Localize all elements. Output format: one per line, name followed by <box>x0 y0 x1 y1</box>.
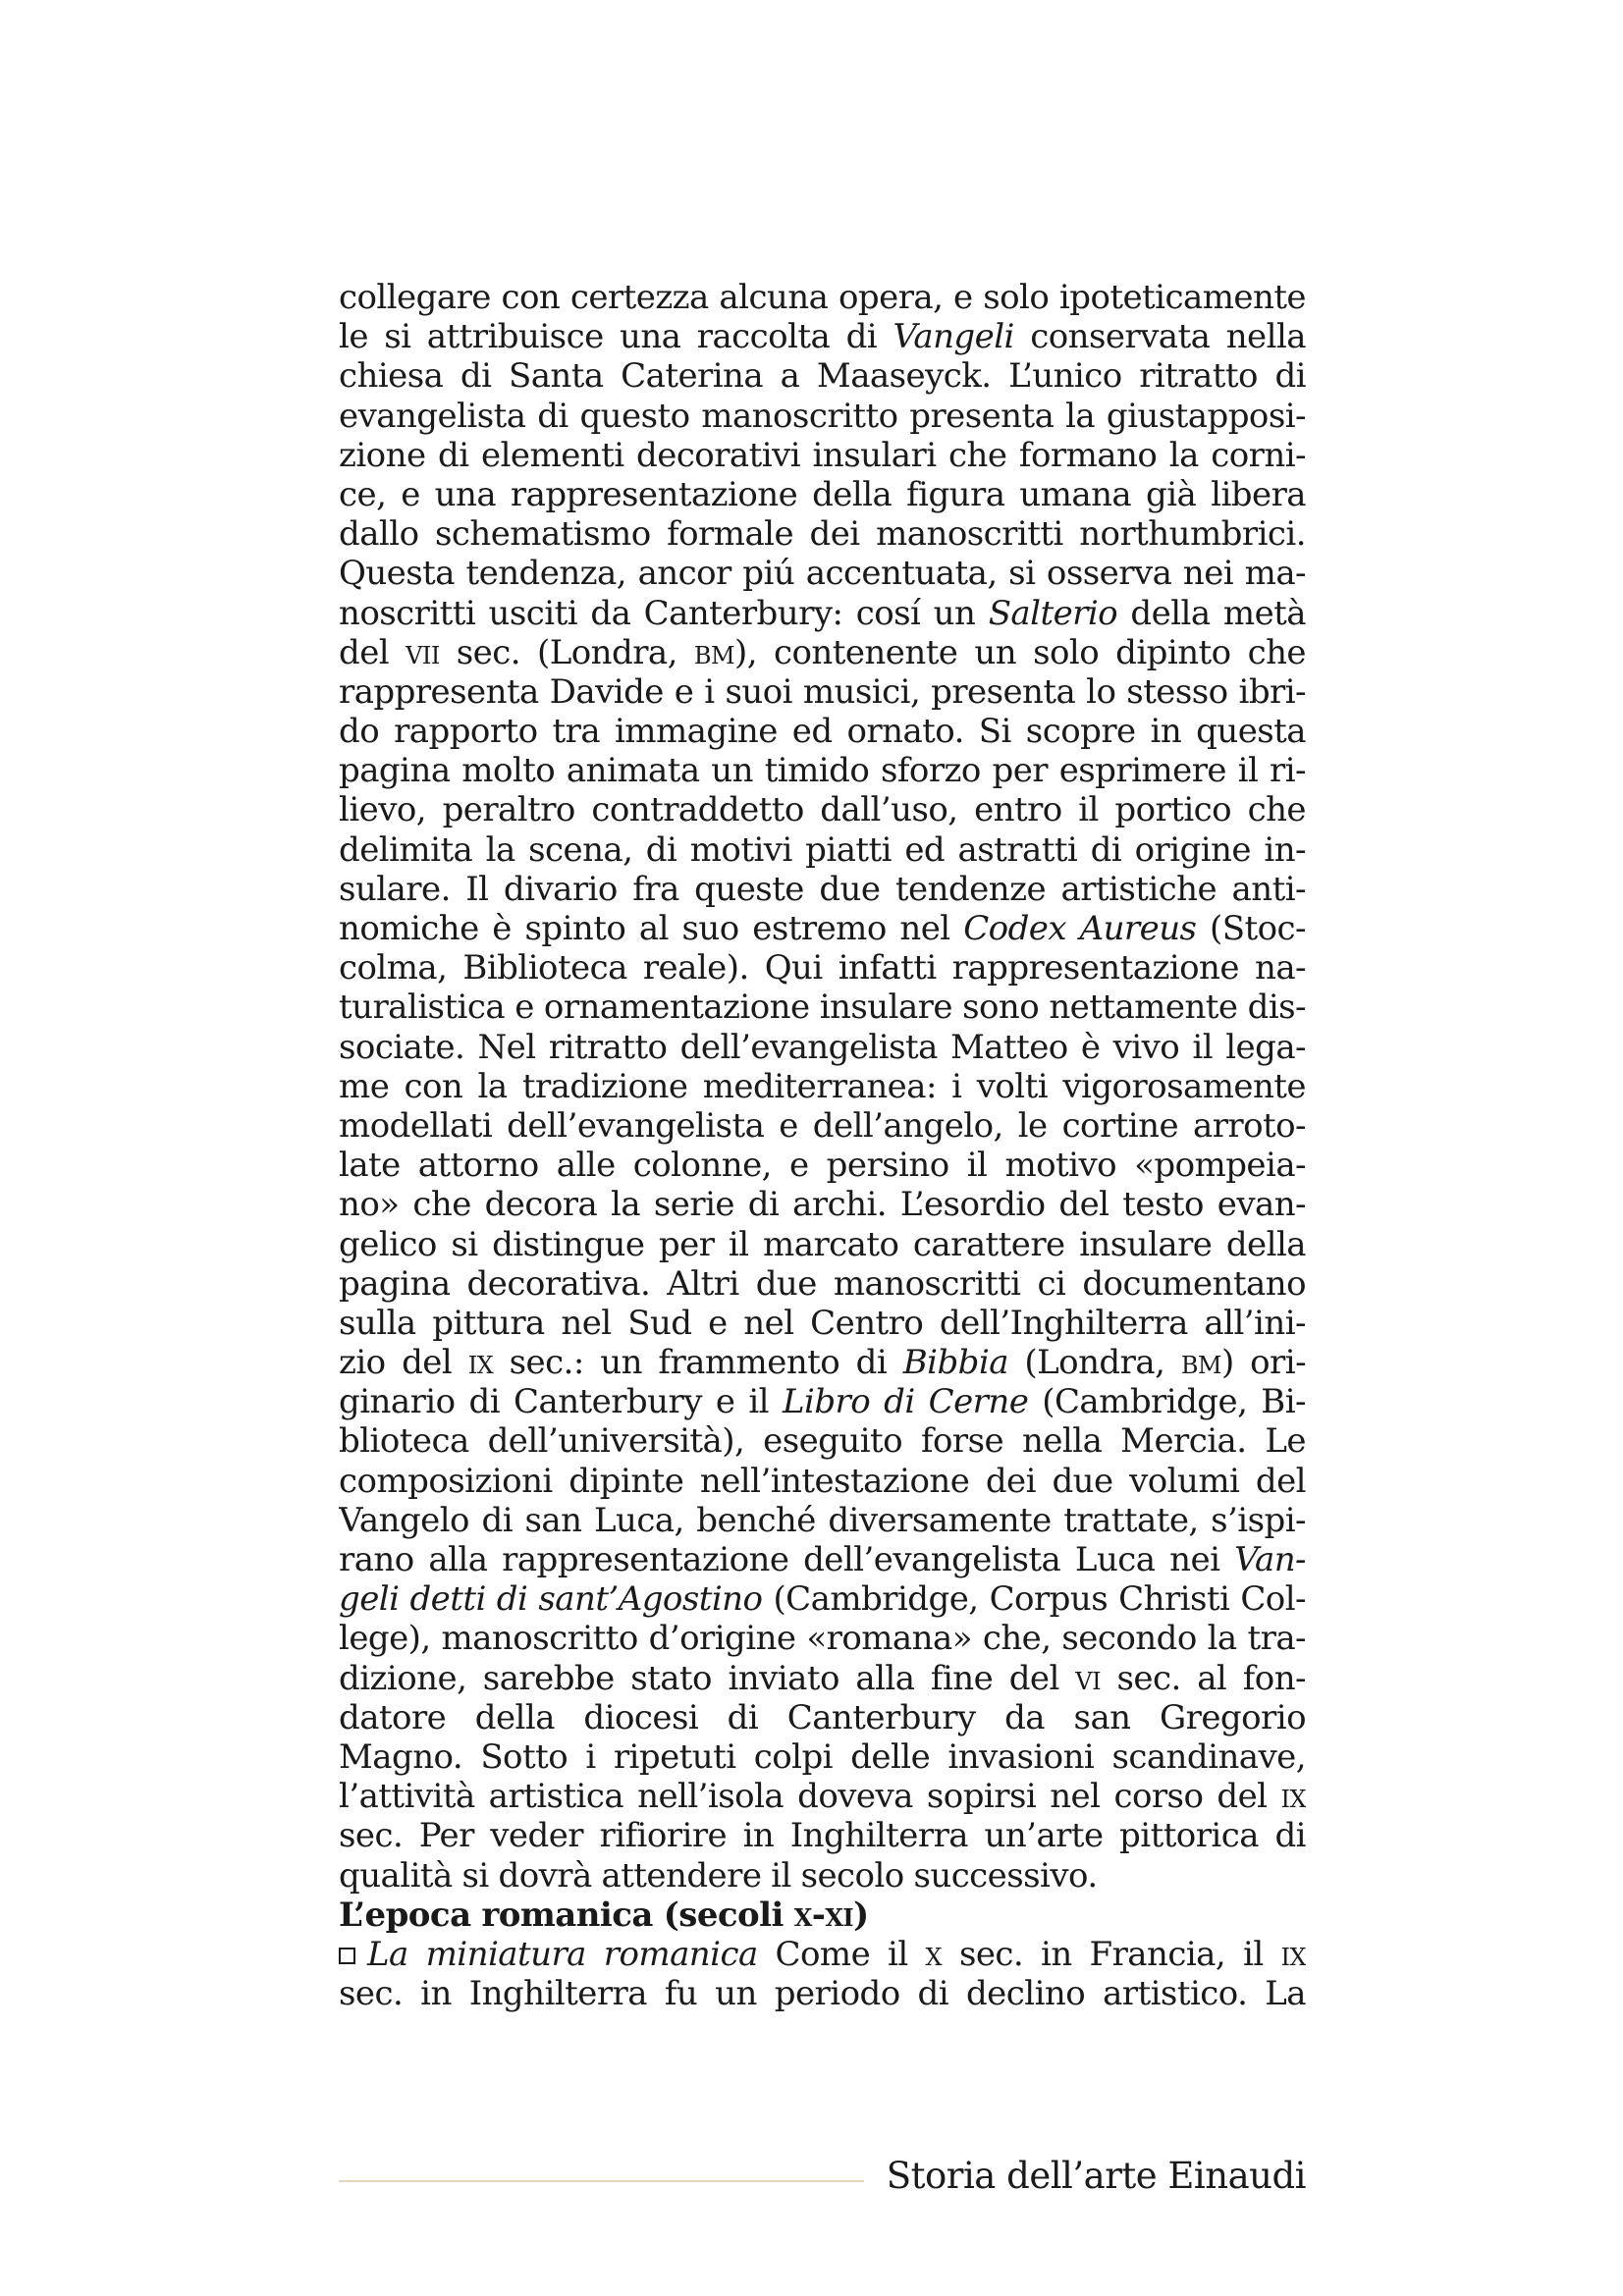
text-line <box>339 1264 1306 1304</box>
text-line <box>339 1698 1306 1737</box>
text-run: dizione, sarebbe stato inviato alla fine del <box>339 1658 1076 1698</box>
text-run: L’epoca romanica (secoli <box>339 1895 794 1935</box>
text-run: Magno. Sotto i ripetuti colpi delle invasioni scandinave, <box>339 1736 1306 1777</box>
text-run: Van- <box>1234 1540 1306 1579</box>
text-run: no» che decora la serie di archi. L’esordio del testo evan- <box>339 1185 1306 1225</box>
text-line <box>339 988 1306 1027</box>
text-run: turalistica e ornamentazione insulare sono nettamente dis- <box>339 988 1306 1028</box>
text-run: noscritti usciti da Canterbury: cosí un <box>339 593 989 633</box>
text-run: vii <box>406 632 440 672</box>
text-run: ginario di Canterbury e il <box>339 1382 783 1422</box>
text-line <box>339 1343 1306 1382</box>
text-run: evangelista di questo manoscritto presenta la giustapposi- <box>339 396 1306 436</box>
text-run: Codex Aureus <box>963 909 1197 948</box>
text-line <box>339 870 1306 909</box>
text-run: sec. Per veder rifiorire in Inghilterra un’arte pittorica di <box>339 1816 1306 1856</box>
text-run: nomiche è spinto al suo estremo nel <box>339 909 964 948</box>
text-run: lege), manoscritto d’origine «romana» che, secondo la tra- <box>339 1619 1306 1659</box>
square-bullet-icon <box>339 1948 355 1964</box>
text-line <box>339 830 1306 870</box>
page-footer <box>339 2155 1306 2214</box>
text-line <box>339 1146 1306 1185</box>
text-line <box>339 436 1306 475</box>
text-run: chiesa di Santa Caterina a Maaseyck. L’unico ritratto di <box>339 356 1306 397</box>
text-line <box>339 633 1306 672</box>
text-line <box>339 1777 1306 1816</box>
text-line <box>339 278 1306 317</box>
text-run: do rapporto tra immagine ed ornato. Si scopre in questa <box>339 712 1306 752</box>
text-run: sec. (Londra, <box>439 632 694 672</box>
text-line <box>339 317 1306 356</box>
text-run: zione di elementi decorativi insulari che formano la corni- <box>339 435 1306 475</box>
text-line <box>339 514 1306 554</box>
text-run: colma, Biblioteca reale). Qui infatti rappresentazione na- <box>339 948 1306 988</box>
text-line <box>339 1856 1306 1896</box>
text-run: conservata nella <box>1013 317 1306 357</box>
text-run: zio del <box>339 1343 468 1383</box>
text-line <box>339 1225 1306 1264</box>
text-run: lievo, peraltro contraddetto dall’uso, entro il portico che <box>339 790 1306 830</box>
text-run: Salterio <box>988 593 1118 633</box>
text-line <box>339 1421 1306 1461</box>
text-run: sec. in Inghilterra fu un periodo di declino artistico. La <box>339 1974 1306 2014</box>
text-run: Vangelo di san Luca, benché diversamente trattate, s’ispi- <box>339 1500 1306 1540</box>
text-run: sec. in Francia, il <box>942 1934 1281 1974</box>
text-run: geli detti di sant’Agostino <box>339 1579 763 1620</box>
text-line <box>339 751 1306 790</box>
text-run: sulla pittura nel Sud e nel Centro dell’Inghilterra all’ini- <box>339 1303 1306 1343</box>
text-run: ce, e una rappresentazione della figura umana già libera <box>339 474 1306 514</box>
text-line <box>339 1067 1306 1106</box>
text-line <box>339 1106 1306 1146</box>
text-run: pagina decorativa. Altri due manoscritti ci documentano <box>339 1263 1306 1304</box>
text-run: composizioni dipinte nell’intestazione dei due volumi del <box>339 1461 1306 1501</box>
text-line <box>339 554 1306 593</box>
text-line <box>339 672 1306 712</box>
text-run: datore della diocesi di Canterbury da san Gregorio <box>339 1697 1306 1737</box>
text-run: le si attribuisce una raccolta di <box>339 317 893 357</box>
text-line <box>339 1619 1306 1658</box>
text-run: ix <box>467 1343 494 1383</box>
text-run: del <box>339 632 406 672</box>
text-line <box>339 594 1306 633</box>
footer-title: Storia dell’arte Einaudi <box>886 2155 1306 2197</box>
text-run: (Cambridge, Corpus Christi Col- <box>762 1579 1306 1620</box>
text-run: Bibbia <box>902 1343 1008 1383</box>
text-run: dallo schematismo formale dei manoscritti northumbrici. <box>339 514 1306 555</box>
text-run: sulare. Il divario fra queste due tendenze artistiche anti- <box>339 869 1306 909</box>
text-run: collegare con certezza alcuna opera, e solo ipoteticamente <box>339 278 1306 317</box>
text-run: rano alla rappresentazione dell’evangelista Luca nei <box>339 1540 1235 1579</box>
text-line <box>339 1816 1306 1855</box>
text-run: qualità si dovrà attendere il secolo successivo. <box>339 1855 1098 1896</box>
text-run: vi <box>1075 1658 1102 1698</box>
text-line <box>339 712 1306 751</box>
text-line <box>339 397 1306 436</box>
text-run: l’attività artistica nell’isola doveva sopirsi nel corso del <box>339 1777 1281 1817</box>
text-line <box>339 475 1306 514</box>
text-run: ) ori- <box>1220 1343 1306 1383</box>
text-line <box>339 356 1306 396</box>
text-run: pagina molto animata un timido sforzo per esprimere il ri- <box>339 751 1306 791</box>
text-line <box>339 1579 1306 1619</box>
section-heading <box>339 1896 1306 1935</box>
text-line <box>339 790 1306 829</box>
text-line <box>339 1462 1306 1501</box>
text-run: (Londra, <box>1007 1343 1181 1383</box>
text-run: Questa tendenza, ancor piú accentuata, si osserva nei ma- <box>339 554 1306 594</box>
text-line <box>339 1185 1306 1224</box>
text-run: della metà <box>1117 593 1306 633</box>
text-run: ix <box>1280 1934 1306 1974</box>
text-run: modellati dell’evangelista e dell’angelo, le cortine arroto- <box>339 1105 1306 1146</box>
text-run: La miniatura romanica <box>367 1934 758 1974</box>
text-run: (Stoc- <box>1196 909 1306 948</box>
text-run: sociate. Nel ritratto dell’evangelista Matteo è vivo il lega- <box>339 1027 1306 1067</box>
text-line <box>339 1501 1306 1540</box>
text-line <box>339 1737 1306 1777</box>
text-run: Come il <box>757 1934 926 1974</box>
footer-rule <box>339 2180 864 2182</box>
text-run: ), contenente un solo dipinto che <box>734 632 1306 672</box>
text-run: bm <box>693 632 735 672</box>
text-run: late attorno alle colonne, e persino il motivo «pompeia- <box>339 1146 1306 1186</box>
text-run: x-xi <box>793 1895 854 1935</box>
text-line <box>339 1659 1306 1698</box>
text-line <box>339 948 1306 988</box>
text-run: gelico si distingue per il marcato carattere insulare della <box>339 1224 1306 1264</box>
text-run: sec. al fon- <box>1101 1658 1306 1698</box>
text-run: Libro di Cerne <box>782 1382 1029 1422</box>
text-run: rappresenta Davide e i suoi musici, presenta lo stesso ibri- <box>339 671 1306 712</box>
text-run: ix <box>1280 1777 1306 1817</box>
subsection-line <box>339 1935 1306 1974</box>
body-text <box>339 278 1306 2013</box>
text-run: bm <box>1180 1343 1221 1383</box>
text-run: (Cambridge, Bi- <box>1028 1382 1306 1422</box>
text-run: Vangeli <box>893 317 1014 357</box>
text-run: x <box>925 1934 943 1974</box>
text-line <box>339 909 1306 948</box>
text-run: ) <box>853 1895 869 1935</box>
text-run: me con la tradizione mediterranea: i volti vigorosamente <box>339 1066 1306 1106</box>
text-line <box>339 1382 1306 1421</box>
text-run: delimita la scena, di motivi piatti ed astratti di origine in- <box>339 829 1306 870</box>
text-line <box>339 1540 1306 1579</box>
text-line <box>339 1028 1306 1067</box>
text-run: sec.: un frammento di <box>493 1343 903 1383</box>
text-line <box>339 1304 1306 1343</box>
text-line <box>339 1974 1306 2013</box>
text-run: blioteca dell’università), eseguito forse nella Mercia. Le <box>339 1421 1306 1462</box>
